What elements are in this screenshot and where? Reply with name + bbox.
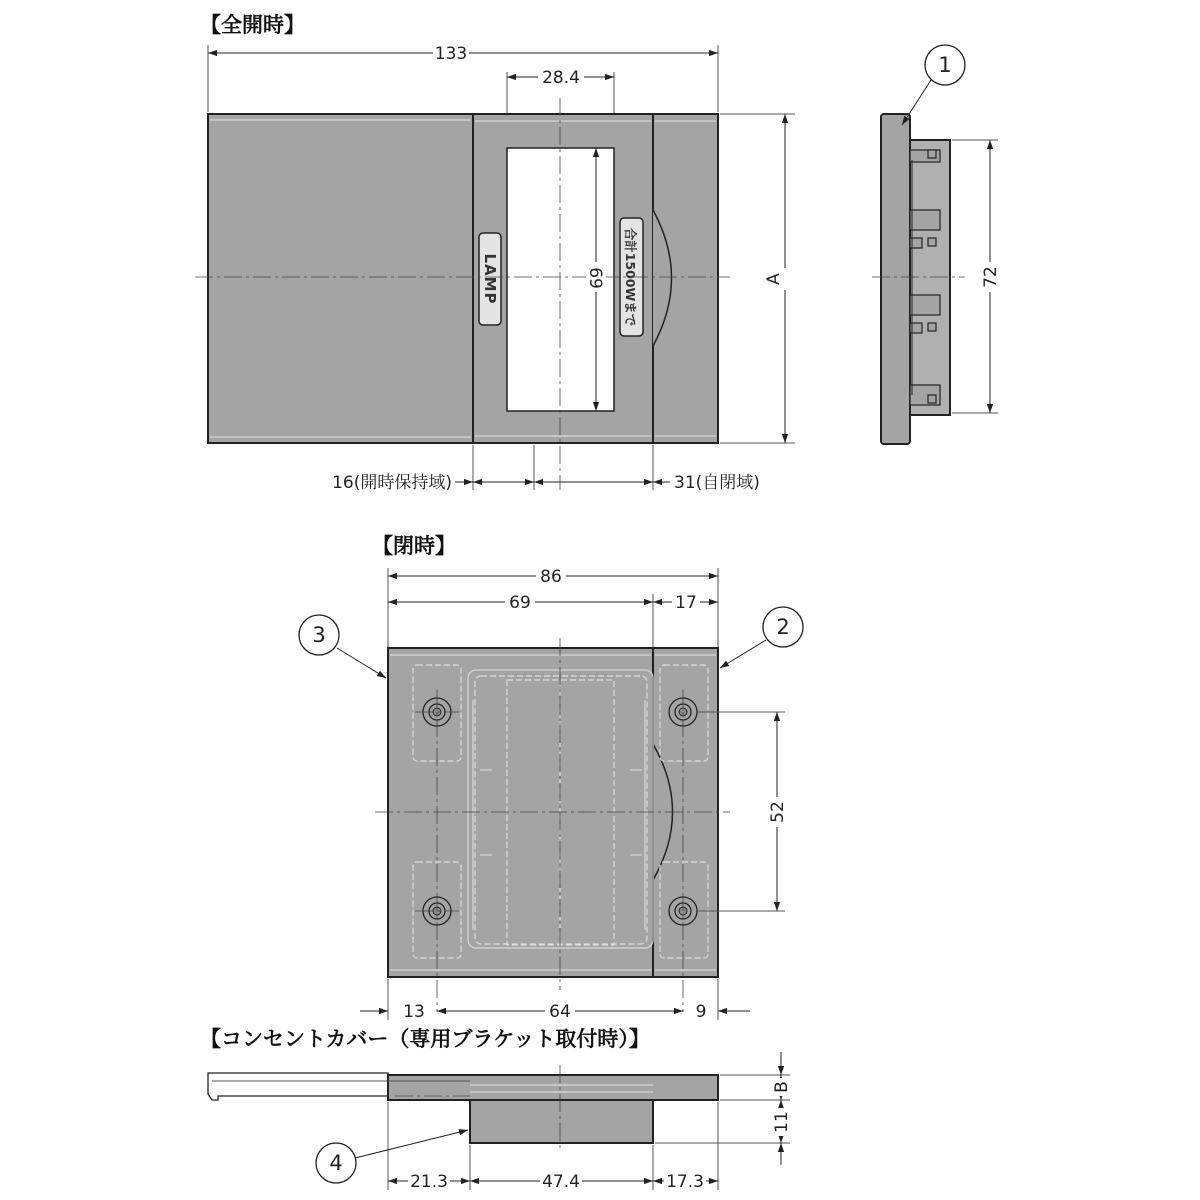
dim-72: 72 [981, 266, 1001, 288]
dim-86: 86 [540, 567, 562, 587]
dim-16-hold-zone: 16(開時保持域) [332, 473, 452, 493]
side-view [872, 45, 1001, 444]
open-view [195, 42, 795, 493]
lamp-label: LAMP [481, 253, 499, 305]
dim-21-3: 21.3 [410, 1172, 448, 1192]
dim-47-4: 47.4 [542, 1172, 580, 1192]
callout-3-label: 3 [312, 623, 326, 647]
title-fully-open: 【全開時】 [200, 13, 305, 37]
section-view [208, 1052, 792, 1192]
callout-1-label: 1 [938, 53, 952, 77]
slide-plate [208, 114, 473, 443]
dim-A: A [764, 273, 784, 285]
dim-64: 64 [549, 1002, 571, 1022]
closed-view [299, 565, 803, 1022]
rating-label: 合計1500Wまで [623, 227, 638, 327]
dim-17: 17 [675, 593, 697, 613]
dim-opening-69: 69 [585, 267, 605, 289]
dim-52: 52 [768, 801, 788, 823]
section-box [470, 1100, 653, 1143]
callout-4-label: 4 [329, 1151, 343, 1175]
title-outlet-cover-section: 【コンセントカバー（専用ブラケット取付時）】 [200, 1027, 650, 1051]
dim-17-3: 17.3 [666, 1172, 704, 1192]
dim-9: 9 [695, 1002, 707, 1022]
title-closed: 【閉時】 [372, 534, 456, 558]
dim-28-4: 28.4 [542, 68, 580, 88]
dim-11: 11 [772, 1111, 792, 1133]
dim-133: 133 [434, 44, 468, 64]
callout-2-label: 2 [776, 615, 790, 639]
dim-closed-69: 69 [509, 593, 531, 613]
dim-13: 13 [403, 1002, 425, 1022]
dim-31-self-close-zone: 31(自閉域) [674, 473, 760, 493]
dim-B: B [772, 1081, 792, 1093]
